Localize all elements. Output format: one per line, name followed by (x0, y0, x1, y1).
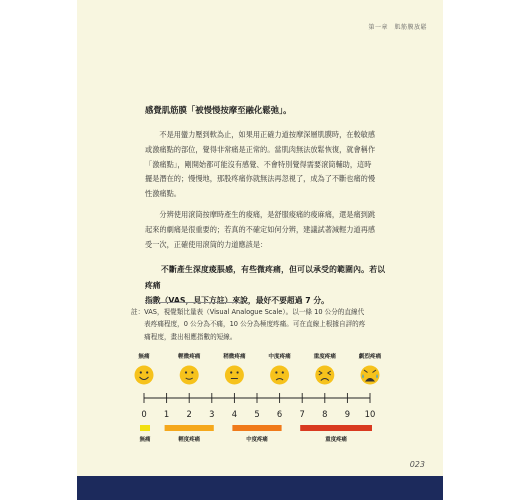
face-eye (185, 371, 187, 373)
key-guideline-line: 不斷產生深度痠脹感，有些微疼痛，但可以承受的範圍內。若以疼痛 (145, 265, 385, 290)
band-label: 輕度疼痛 (178, 437, 200, 443)
tick-label: 0 (141, 409, 147, 419)
severity-band (140, 425, 150, 431)
paragraph-1-line: 「激痛點」，剛開始都可能沒有感覺、不會特別覺得需要滾筒輔助，這時 (145, 159, 372, 169)
face-circle (225, 366, 244, 385)
tick-label: 9 (344, 409, 351, 419)
severity-band (232, 425, 281, 431)
tick-label: 2 (186, 409, 192, 419)
face-label: 無痛 (138, 354, 150, 360)
face-label: 中度疼痛 (268, 354, 291, 360)
page-number: 023 (409, 460, 425, 469)
paragraph-1-line: 擺是潛在的；慢慢地，那股疼痛你就無法再忽視了，成為了不斷也痛的慢 (145, 174, 376, 184)
face-eye (230, 371, 232, 373)
paragraph-1-line: 不是用蠻力壓到軟為止，如果用正確力道按摩深層肌膜時，在較敏感 (145, 130, 376, 139)
face-eye (282, 371, 284, 373)
footnote-line: 痛程度，畫出相應指數的短線。 (131, 332, 237, 341)
face-eye (191, 371, 193, 373)
face-eye (146, 371, 148, 373)
paragraph-2-line: 受一次，正確使用滾筒的力道應該是： (145, 239, 268, 249)
tick-label: 6 (276, 409, 283, 419)
section-title: 感覺肌筋膜「被慢慢按摩至融化鬆弛」。 (145, 105, 292, 115)
severity-band (165, 425, 214, 431)
severity-band (300, 425, 372, 431)
face-circle (180, 366, 199, 385)
tick-label: 3 (209, 409, 215, 419)
chapter-header: 第一章 肌筋膜放鬆 (368, 24, 427, 31)
face-label: 重度疼痛 (313, 354, 336, 360)
footer-band (77, 476, 443, 500)
band-label: 無痛 (139, 437, 151, 443)
tick-label: 1 (163, 409, 170, 419)
paragraph-2-line: 起來的劇痛是很重要的；若真的不確定如何分辨，建議試著減輕力道再感 (145, 224, 376, 234)
face-circle (315, 366, 334, 385)
tick-label: 10 (364, 409, 376, 419)
paragraph-1-line: 性激痛點。 (145, 189, 181, 199)
tick-label: 8 (322, 409, 328, 419)
face-label: 稍微疼痛 (223, 354, 246, 360)
footnote-line: 註：VAS，視覺類比量表（Visual Analogue Scale）。以一條 10 公分的直線代 (131, 308, 365, 316)
key-guideline-line: 指數（VAS，見下方註）來說，最好不要超過 7 分。 (145, 296, 329, 306)
tick-label: 7 (299, 409, 305, 419)
footnote-line: 表疼痛程度，0 公分為不痛，10 公分為極度疼痛。可在直線上根據自評的疼 (131, 320, 366, 329)
book-page (77, 0, 443, 500)
paragraph-1-line: 或激痛點的部位，覺得非常痛是正常的。當肌肉無法放鬆恢復，就會稱作 (145, 144, 376, 154)
face-eye (140, 371, 142, 373)
paragraph-2-line: 分辨使用滾筒按摩時產生的痠痛，是舒服痠痛的痠麻痛，還是痛到跳 (145, 210, 376, 219)
tick-label: 5 (254, 409, 260, 419)
face-eye (237, 371, 239, 373)
band-label: 重度疼痛 (325, 437, 347, 443)
tick-label: 4 (231, 409, 238, 419)
face-label: 輕微疼痛 (178, 354, 201, 360)
face-circle (135, 366, 154, 385)
face-label: 劇烈疼痛 (358, 354, 382, 360)
band-label: 中度疼痛 (246, 437, 268, 443)
vas-pain-scale (77, 0, 443, 500)
face-eye (275, 371, 277, 373)
face-circle (270, 366, 289, 385)
